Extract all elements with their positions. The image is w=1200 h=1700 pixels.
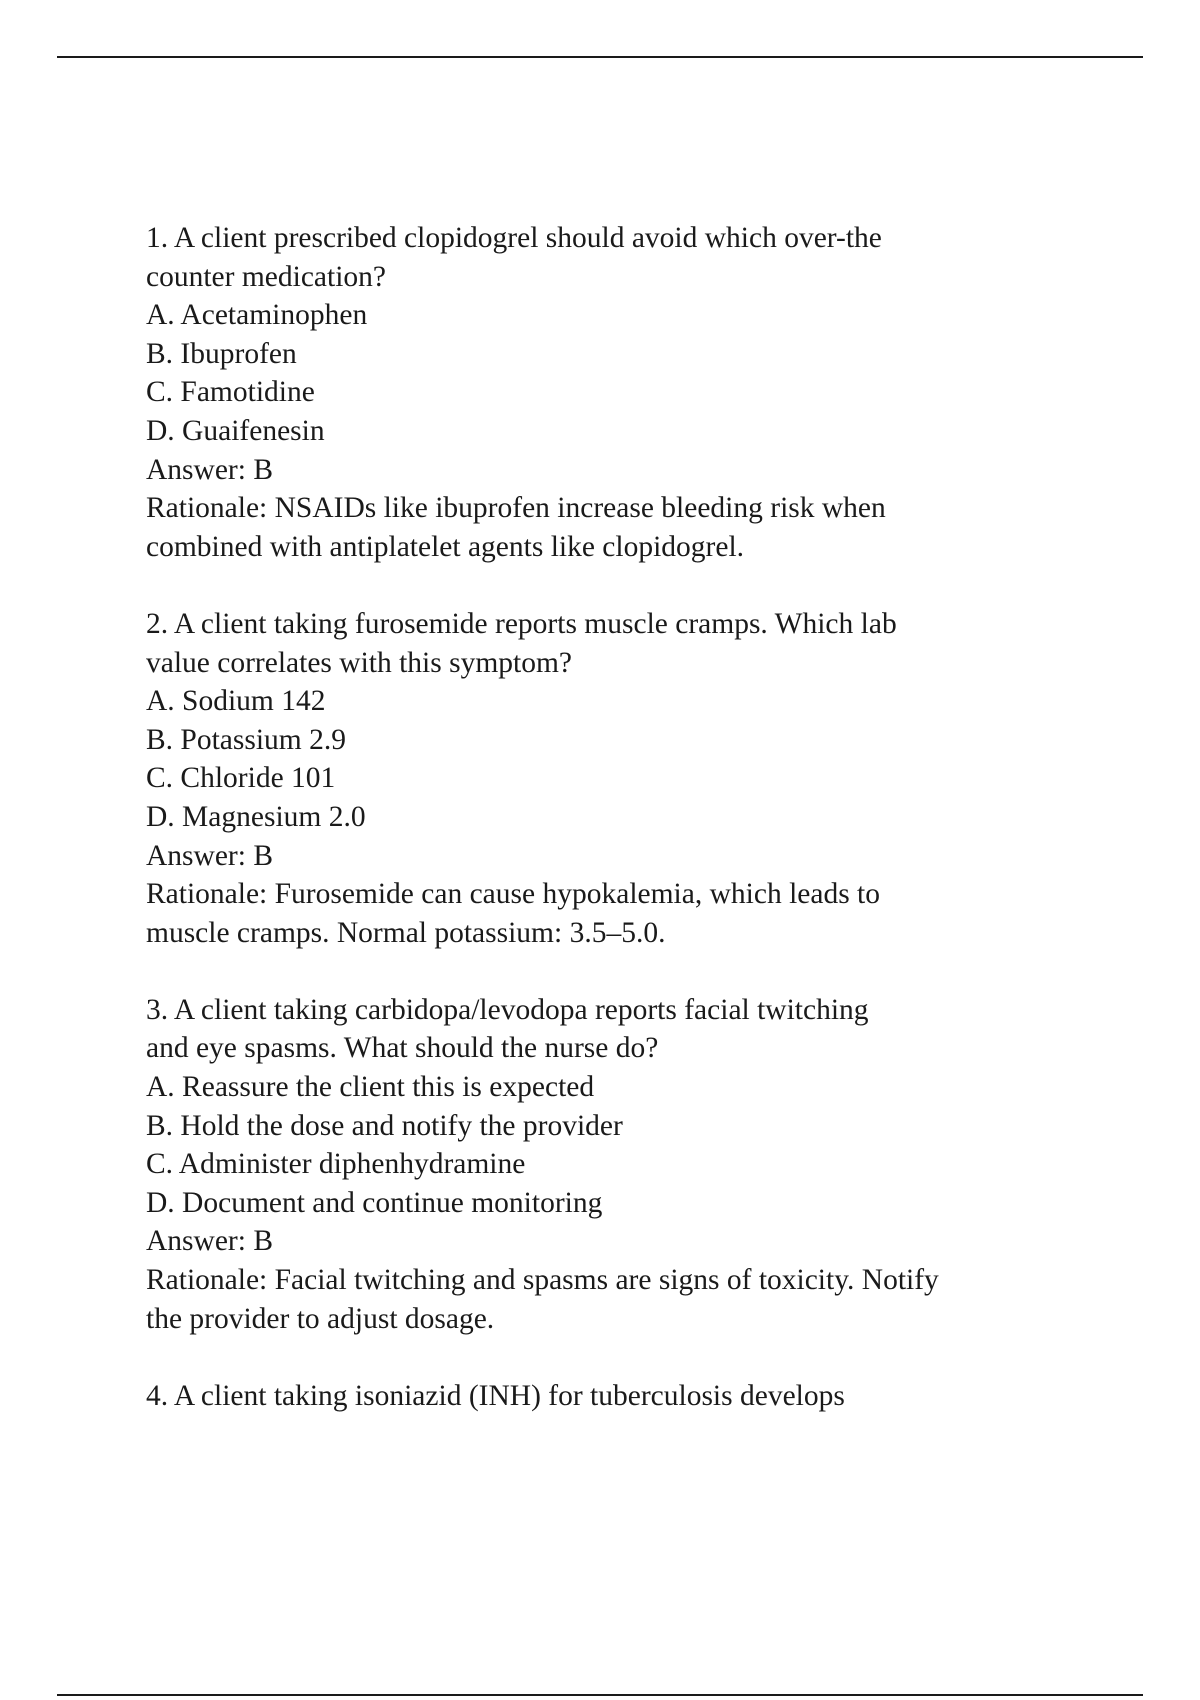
option-c: C. Famotidine — [146, 376, 315, 409]
rationale-line: muscle cramps. Normal potassium: 3.5–5.0. — [146, 916, 666, 949]
option-b: B. Hold the dose and notify the provider — [146, 1109, 623, 1142]
option-d: D. Magnesium 2.0 — [146, 800, 366, 833]
rationale-line: combined with antiplatelet agents like clopidogrel. — [146, 530, 745, 563]
question-3 — [146, 991, 1046, 1338]
option-d: D. Document and continue monitoring — [146, 1186, 603, 1219]
option-b: B. Ibuprofen — [146, 337, 297, 370]
option-a: A. Reassure the client this is expected — [146, 1071, 595, 1104]
question-stem-line: counter medication? — [146, 260, 386, 293]
question-stem-line: and eye spasms. What should the nurse do? — [146, 1032, 659, 1065]
question-stem-line: value correlates with this symptom? — [146, 646, 573, 679]
document-body — [146, 219, 1046, 1454]
bottom-rule — [57, 1694, 1143, 1696]
option-c: C. Administer diphenhydramine — [146, 1148, 526, 1181]
question-1 — [146, 219, 1046, 566]
top-rule — [57, 56, 1143, 58]
rationale-line: Rationale: Furosemide can cause hypokalemia, which leads to — [146, 878, 880, 911]
rationale-line: the provider to adjust dosage. — [146, 1302, 495, 1335]
option-a: A. Acetaminophen — [146, 299, 368, 332]
answer: Answer: B — [146, 839, 274, 872]
answer: Answer: B — [146, 1225, 274, 1258]
question-stem-line: 4. A client taking isoniazid (INH) for tuberculosis develops — [146, 1379, 845, 1412]
option-d: D. Guaifenesin — [146, 414, 325, 447]
rationale-line: Rationale: NSAIDs like ibuprofen increase bleeding risk when — [146, 492, 886, 525]
question-stem-line: 1. A client prescribed clopidogrel should avoid which over-the — [146, 222, 882, 254]
question-stem-line: 2. A client taking furosemide reports muscle cramps. Which lab — [146, 607, 897, 640]
question-2 — [146, 605, 1046, 952]
answer: Answer: B — [146, 453, 274, 486]
option-c: C. Chloride 101 — [146, 762, 336, 795]
option-b: B. Potassium 2.9 — [146, 723, 346, 756]
question-stem-line: 3. A client taking carbidopa/levodopa reports facial twitching — [146, 993, 869, 1026]
question-4 — [146, 1377, 1046, 1416]
rationale-line: Rationale: Facial twitching and spasms are signs of toxicity. Notify — [146, 1264, 939, 1297]
option-a: A. Sodium 142 — [146, 685, 326, 718]
